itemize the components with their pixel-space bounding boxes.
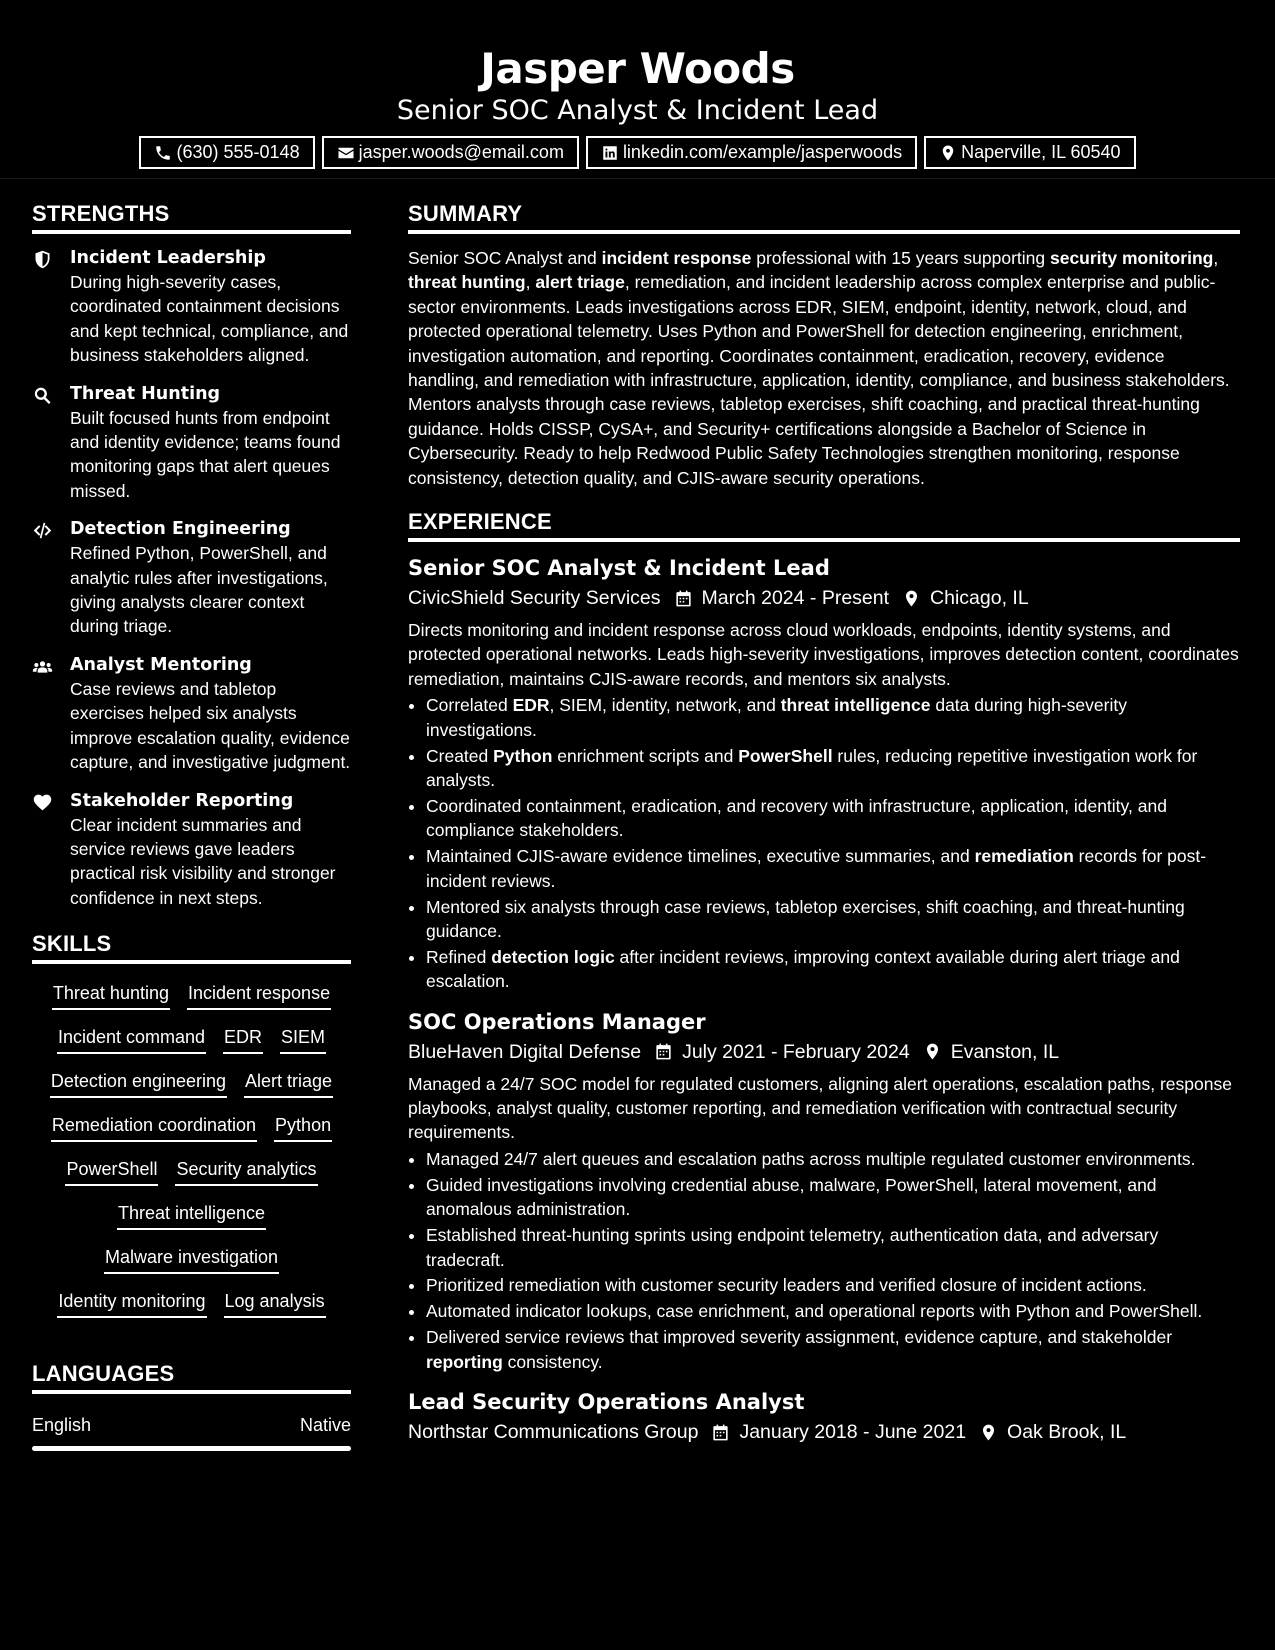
strength-title: Stakeholder Reporting	[70, 790, 294, 811]
job-dates: January 2018 - June 2021	[739, 1421, 967, 1444]
users-icon	[32, 656, 53, 677]
job-title: Lead Security Operations Analyst	[408, 1390, 805, 1415]
strength-title: Threat Hunting	[70, 383, 221, 404]
left-column	[32, 200, 351, 1451]
job-bullet: • Established threat-hunting sprints using endpoint telemetry, authentication data, and adversary tradecraft.	[426, 1223, 1240, 1272]
job-bullets	[408, 1147, 1240, 1374]
skill-tag: Threat hunting	[52, 980, 170, 1010]
experience-heading: EXPERIENCE	[408, 508, 1240, 542]
skill-tag: Python	[274, 1112, 332, 1142]
skills-list	[32, 976, 351, 1318]
skills-heading: SKILLS	[32, 930, 351, 964]
strength-desc: Clear incident summaries and service reviews gave leaders practical risk visibility and stronger confidence in next steps.	[70, 814, 336, 908]
resume-header	[0, 0, 1275, 179]
job-company: Northstar Communications Group	[408, 1421, 699, 1444]
strength-item	[32, 517, 351, 639]
job-bullet: • Refined detection logic after incident reviews, improving context available during alert triage and escalation.	[426, 945, 1240, 994]
language-name: English	[32, 1415, 92, 1436]
right-column	[408, 200, 1240, 1447]
job-bullet: • Delivered service reviews that improved severity assignment, evidence capture, and stakeholder reporting consistency.	[426, 1325, 1240, 1374]
job-location: Chicago, IL	[930, 587, 1029, 610]
contact-email[interactable]	[322, 136, 579, 169]
job-title: Senior SOC Analyst & Incident Lead	[408, 556, 830, 581]
contact-bar	[0, 136, 1275, 169]
strength-title: Analyst Mentoring	[70, 654, 252, 675]
strength-item	[32, 653, 351, 775]
contact-linkedin[interactable]	[586, 136, 917, 169]
calendar-icon	[674, 589, 693, 608]
job-company: BlueHaven Digital Defense	[408, 1040, 642, 1063]
map-pin-icon	[979, 1423, 998, 1442]
skill-tag: Identity monitoring	[57, 1288, 206, 1318]
skill-tag: PowerShell	[65, 1156, 158, 1186]
skill-tag: EDR	[223, 1024, 263, 1054]
job-entry	[408, 554, 1240, 994]
strengths-heading: STRENGTHS	[32, 200, 351, 234]
language-proficiency-bar	[32, 1446, 351, 1451]
job-dates: July 2021 - February 2024	[682, 1040, 910, 1063]
strength-item	[32, 382, 351, 504]
job-company: CivicShield Security Services	[408, 587, 661, 610]
strength-title: Detection Engineering	[70, 519, 291, 540]
strength-item	[32, 789, 351, 911]
skill-tag: Malware investigation	[104, 1244, 279, 1274]
skill-tag: Threat intelligence	[117, 1200, 266, 1230]
job-bullets	[408, 693, 1240, 993]
job-bullet: • Mentored six analysts through case reviews, tabletop exercises, shift coaching, and threat-hunting guidance.	[426, 895, 1240, 944]
job-description: Directs monitoring and incident response across cloud workloads, endpoints, identity systems, and protected operational networks. Leads high-severity investigations, improves detection content, coordinates remediation, maintains CJIS-aware records, and mentors six analysts.	[408, 620, 1239, 689]
skill-tag: Incident command	[57, 1024, 206, 1054]
job-meta	[408, 1417, 1240, 1447]
contact-email-text: jasper.woods@email.com	[358, 142, 564, 162]
shield-icon	[32, 249, 53, 270]
skill-tag: Remediation coordination	[51, 1112, 257, 1142]
strength-title: Incident Leadership	[70, 248, 266, 268]
job-title: SOC Operations Manager	[408, 1009, 706, 1034]
contact-location	[924, 136, 1135, 169]
language-level: Native	[299, 1415, 351, 1436]
skill-tag: Alert triage	[244, 1068, 333, 1098]
map-pin-icon	[902, 589, 921, 608]
strength-desc: Refined Python, PowerShell, and analytic rules after investigations, giving analysts clearer context during triage.	[70, 543, 328, 637]
strength-desc: Built focused hunts from endpoint and identity evidence; teams found monitoring gaps that alert queues missed.	[70, 407, 341, 501]
summary-text: Senior SOC Analyst and incident response professional with 15 years supporting security monitoring, threat hunting, alert triage, remediation, and incident leadership across complex enterprise and public-sector environments. Leads investigations across EDR, SIEM, endpoint, identity, network, cloud, and protected operational telemetry. Uses Python and PowerShell for detection engineering, enrichment, investigation automation, and reporting. Coordinates containment, eradication, recovery, evidence handling, and remediation with infrastructure, application, identity, compliance, and business stakeholders. Mentors analysts through case reviews, tabletop exercises, shift coaching, and practical threat-hunting guidance. Holds CISSP, CySA+, and Security+ certifications alongside a Bachelor of Science in Cybersecurity. Ready to help Redwood Public Safety Technologies strengthen monitoring, response consistency, detection quality, and CJIS-aware security operations.	[408, 248, 1230, 488]
strength-desc: During high-severity cases, coordinated containment decisions and kept technical, compliance, and business stakeholders aligned.	[70, 272, 349, 366]
contact-phone-text: (630) 555-0148	[176, 142, 300, 162]
job-dates: March 2024 - Present	[701, 587, 890, 610]
candidate-name: Jasper Woods	[480, 44, 795, 93]
envelope-icon	[337, 144, 355, 162]
candidate-headline: Senior SOC Analyst & Incident Lead	[396, 95, 879, 126]
job-bullet: • Automated indicator lookups, case enrichment, and operational reports with Python and PowerShell.	[426, 1299, 1240, 1323]
job-bullet: • Prioritized remediation with customer security leaders and verified closure of incident actions.	[426, 1273, 1240, 1297]
job-entry	[408, 1388, 1240, 1447]
map-pin-icon	[939, 144, 957, 162]
job-meta	[408, 583, 1240, 613]
job-meta	[408, 1037, 1240, 1067]
job-bullet: • Guided investigations involving credential abuse, malware, PowerShell, lateral movement, and anomalous administration.	[426, 1173, 1240, 1222]
summary-heading: SUMMARY	[408, 200, 1240, 234]
calendar-icon	[654, 1042, 673, 1061]
phone-icon	[154, 144, 172, 162]
contact-linkedin-text: linkedin.com/example/jasperwoods	[622, 142, 903, 162]
strength-desc: Case reviews and tabletop exercises helped six analysts improve escalation quality, evidence capture, and investigative judgment.	[70, 678, 351, 773]
strength-item	[32, 246, 351, 368]
contact-location-text: Naperville, IL 60540	[961, 142, 1121, 162]
job-location: Evanston, IL	[950, 1040, 1060, 1063]
skill-tag: SIEM	[280, 1024, 326, 1054]
skill-tag: Detection engineering	[50, 1068, 227, 1098]
skill-tag: Log analysis	[224, 1288, 326, 1318]
language-row	[32, 1412, 351, 1438]
heart-icon	[32, 792, 53, 813]
code-icon	[32, 520, 53, 541]
job-bullet: • Managed 24/7 alert queues and escalation paths across multiple regulated customer environments.	[426, 1147, 1240, 1171]
job-bullet: • Maintained CJIS-aware evidence timelines, executive summaries, and remediation records for post-incident reviews.	[426, 844, 1240, 893]
job-entry	[408, 1008, 1240, 1374]
skill-tag: Security analytics	[175, 1156, 317, 1186]
job-bullet: • Created Python enrichment scripts and PowerShell rules, reducing repetitive investigation work for analysts.	[426, 744, 1240, 793]
contact-phone[interactable]	[139, 136, 314, 169]
skill-tag: Incident response	[187, 980, 331, 1010]
calendar-icon	[711, 1423, 730, 1442]
linkedin-icon	[601, 144, 619, 162]
search-icon	[32, 385, 53, 406]
job-description: Managed a 24/7 SOC model for regulated customers, aligning alert operations, escalation paths, response playbooks, analyst quality, customer reporting, and remediation verification with contractual security requirements.	[408, 1073, 1232, 1143]
map-pin-icon	[923, 1042, 942, 1061]
job-bullet: • Coordinated containment, eradication, and recovery with infrastructure, application, identity, and compliance stakeholders.	[426, 794, 1240, 843]
languages-heading: LANGUAGES	[32, 1360, 351, 1394]
job-bullet: • Correlated EDR, SIEM, identity, network, and threat intelligence data during high-severity investigations.	[426, 693, 1240, 742]
job-location: Oak Brook, IL	[1007, 1421, 1127, 1444]
